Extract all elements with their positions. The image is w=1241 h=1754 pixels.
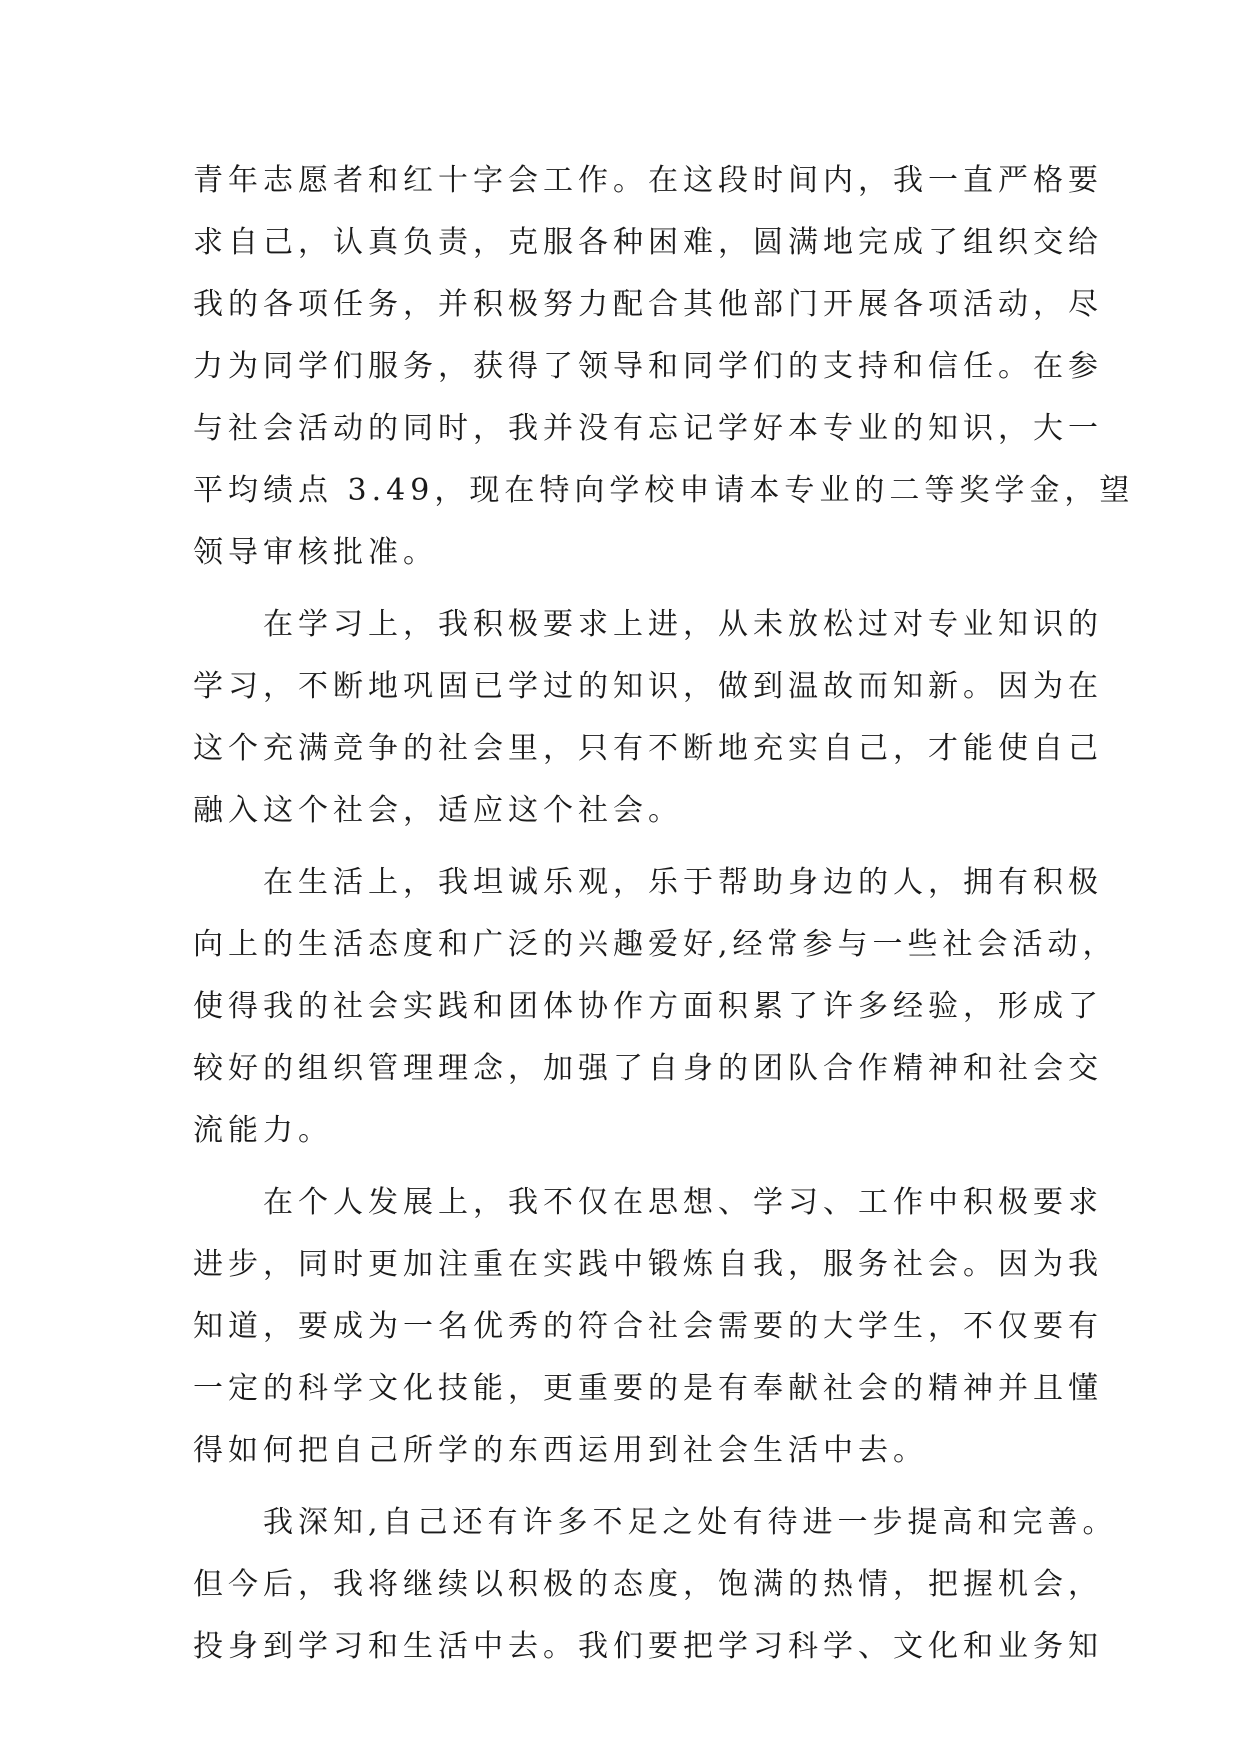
paragraph-gap [193, 1162, 1063, 1172]
text-line: 学习，不断地巩固已学过的知识，做到温故而知新。因为在 [193, 669, 1103, 704]
paragraph-1 [193, 150, 1135, 584]
text-line: 向上的生活态度和广泛的兴趣爱好,经常参与一些社会活动， [193, 927, 1118, 962]
paragraph-gap [193, 584, 1063, 594]
text-line: 与社会活动的同时，我并没有忘记学好本专业的知识，大一 [193, 411, 1103, 446]
text-line: 得如何把自己所学的东西运用到社会生活中去。 [193, 1433, 928, 1468]
text-line: 进步，同时更加注重在实践中锻炼自我，服务社会。因为我 [193, 1247, 1103, 1282]
paragraph-gap [193, 1482, 1063, 1492]
document-page [193, 150, 1135, 1678]
text-line: 求自己，认真负责，克服各种困难，圆满地完成了组织交给 [193, 225, 1103, 260]
text-line: 力为同学们服务，获得了领导和同学们的支持和信任。在参 [193, 349, 1103, 384]
paragraph-gap [193, 842, 1063, 852]
text-line: 平均绩点 3.49，现在特向学校申请本专业的二等奖学金，望 [193, 473, 1135, 508]
text-line: 流能力。 [193, 1113, 333, 1148]
text-line: 较好的组织管理理念，加强了自身的团队合作精神和社会交 [193, 1051, 1103, 1086]
text-line: 但今后，我将继续以积极的态度，饱满的热情，把握机会， [193, 1567, 1103, 1602]
paragraph-3 [193, 852, 1118, 1162]
paragraph-2 [193, 594, 1103, 842]
text-line: 在学习上，我积极要求上进，从未放松过对专业知识的 [193, 607, 1103, 642]
text-line: 知道，要成为一名优秀的符合社会需要的大学生，不仅要有 [193, 1309, 1103, 1344]
text-line: 领导审核批准。 [193, 535, 438, 570]
text-line: 融入这个社会，适应这个社会。 [193, 793, 683, 828]
text-line: 在生活上，我坦诚乐观，乐于帮助身边的人，拥有积极 [193, 865, 1103, 900]
paragraph-5 [193, 1492, 1118, 1678]
text-line: 青年志愿者和红十字会工作。在这段时间内，我一直严格要 [193, 163, 1103, 198]
text-line: 投身到学习和生活中去。我们要把学习科学、文化和业务知 [193, 1629, 1103, 1664]
text-line: 一定的科学文化技能，更重要的是有奉献社会的精神并且懂 [193, 1371, 1103, 1406]
text-line: 在个人发展上，我不仅在思想、学习、工作中积极要求 [193, 1185, 1103, 1220]
text-line: 我的各项任务，并积极努力配合其他部门开展各项活动，尽 [193, 287, 1103, 322]
paragraph-4 [193, 1172, 1103, 1482]
text-line: 使得我的社会实践和团体协作方面积累了许多经验，形成了 [193, 989, 1103, 1024]
text-line: 我深知,自己还有许多不足之处有待进一步提高和完善。 [193, 1505, 1118, 1540]
text-line: 这个充满竞争的社会里，只有不断地充实自己，才能使自己 [193, 731, 1103, 766]
